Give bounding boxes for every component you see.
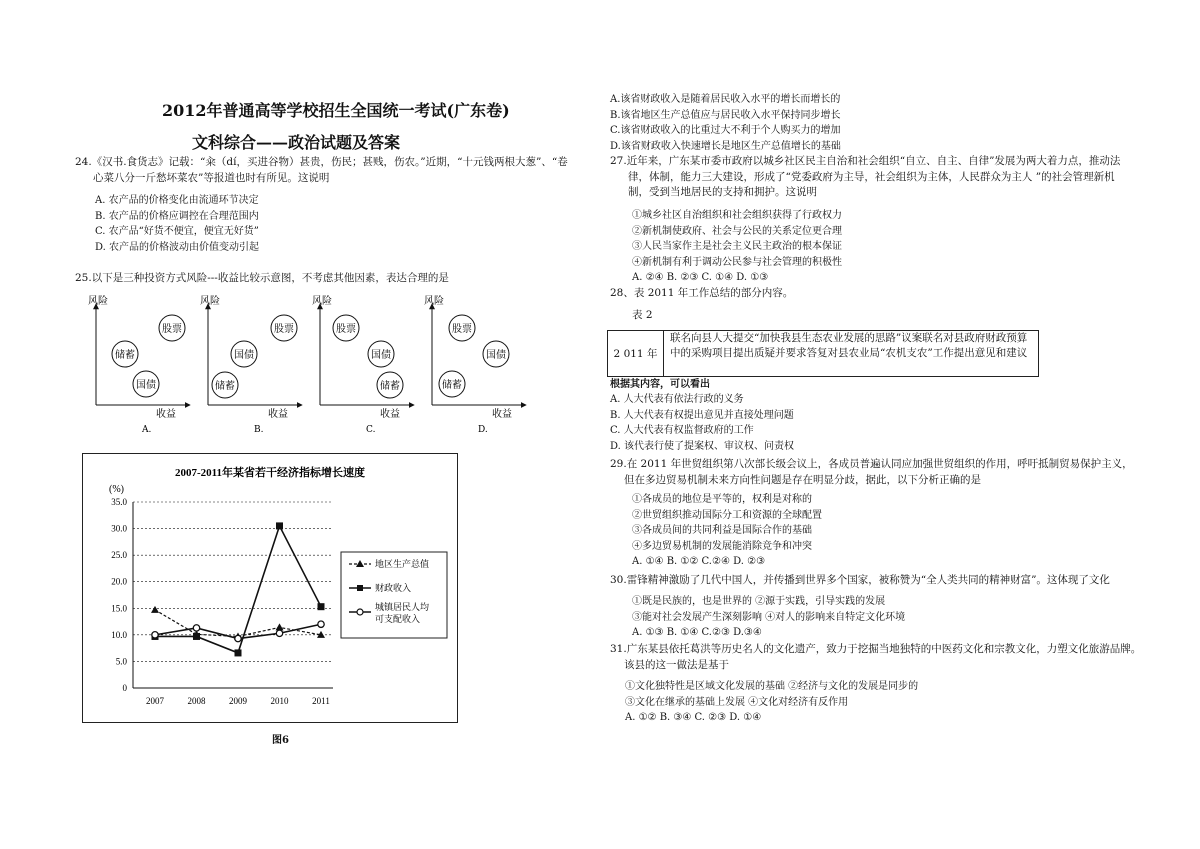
q27-item: ③人民当家作主是社会主义民主政治的根本保证 [632, 241, 842, 252]
investment-label: 国债 [486, 350, 506, 361]
q29-items [632, 492, 822, 570]
q29-line: 但在多边贸易机制未来方向性问题是存在明显分歧，据此，以下分析正确的是 [624, 473, 981, 486]
question-27 [610, 154, 1120, 201]
data-point [235, 649, 242, 656]
investment-label: 股票 [162, 324, 182, 335]
chart-title: 2007-2011年某省若干经济指标增长速度 [174, 467, 366, 479]
summary-table [607, 330, 1039, 377]
table-year-cell: 2 011 年 [608, 331, 664, 376]
figure-caption: 图6 [272, 735, 289, 746]
x-tick-label: 2007 [146, 696, 164, 706]
y-tick-label: 35.0 [111, 497, 127, 507]
risk-return-panel-d [424, 294, 526, 435]
q24-option-d: D. 农产品的价格波动由价值变动引起 [95, 241, 260, 253]
q24-line: 24.《汉书.食货志》记载：“籴（dí，买进谷物）甚贵，伤民；甚贱，伤农。”近期，“十元钱两根大葱”、“卷 [75, 156, 568, 168]
q29-answers: A. ①④ B. ①② C.②④ D. ②③ [632, 556, 766, 567]
investment-label: 储蓄 [115, 350, 135, 361]
q26-options [610, 92, 841, 154]
x-tick-label: 2009 [229, 696, 247, 706]
investment-label: 股票 [336, 324, 356, 335]
investment-label: 国债 [234, 350, 254, 361]
x-tick-label: 2010 [270, 696, 289, 706]
q27-item: ④新机制有利于调动公民参与社会管理的积极性 [632, 256, 842, 268]
data-point [152, 632, 158, 638]
q28-option-c: C. 人大代表有权监督政府的工作 [610, 425, 754, 436]
q27-item: ①城乡社区自治组织和社会组织获得了行政权力 [632, 210, 842, 221]
table-content-cell: 联名向县人大提交“加快我县生态农业发展的思路”议案联名对县政府财政预算中的采购项目提出质疑并要求答复对县农业局“农机支农”工作提出意见和建议 [670, 332, 1028, 359]
axis-label-risk: 风险 [88, 296, 108, 307]
line-chart [83, 454, 457, 722]
q26-option-c: C.该省财政收入的比重过大不利于个人购买力的增加 [610, 125, 841, 136]
q31-items [625, 679, 918, 726]
legend-series-2: 财政收入 [375, 583, 412, 593]
data-point [235, 635, 241, 641]
data-point [318, 621, 324, 627]
investment-label: 储蓄 [380, 381, 400, 392]
y-tick-label: 25.0 [111, 550, 127, 561]
q24-option-c: C. 农产品“好货不便宜，便宜无好货” [95, 226, 259, 237]
table-label: 表 2 [632, 309, 653, 321]
axis-label-return: 收益 [492, 409, 512, 420]
q27-line: 27.近年来，广东某市委市政府以城乡社区民主自治和社会组织“自立、自主、自律”发展为两大着力点，推动法 [610, 155, 1121, 167]
q29-item: ②世贸组织推动国际分工和资源的全球配置 [632, 509, 822, 521]
axis-label-risk: 风险 [424, 296, 444, 307]
page-subtitle: 文科综合——政治试题及答案 [192, 133, 401, 152]
q27-items [632, 208, 842, 286]
investment-label: 股票 [452, 324, 472, 335]
q30-answers: A. ①③ B. ①④ C.②③ D.③④ [632, 627, 762, 638]
data-point [276, 522, 283, 529]
q31-items-line: ①文化独特性是区域文化发展的基础 ②经济与文化的发展是同步的 [625, 681, 919, 692]
panel-label: C. [366, 425, 376, 435]
data-point [318, 603, 325, 610]
page-title: 2012年普通高等学校招生全国统一考试(广东卷) [162, 101, 510, 120]
x-tick-label: 2011 [312, 696, 330, 706]
panel-label: B. [254, 425, 264, 435]
panel-label: A. [142, 425, 152, 435]
question-29 [610, 457, 1133, 488]
q31-line: 该县的这一做法是基于 [624, 658, 729, 671]
investment-label: 储蓄 [442, 380, 462, 391]
axis-label-return: 收益 [156, 409, 176, 420]
axis-label-return: 收益 [380, 409, 400, 420]
q30-items-line: ①既是民族的，也是世界的 ②源于实践，引导实践的发展 [632, 596, 886, 607]
q28-option-d: D. 该代表行使了提案权、审议权、问责权 [610, 440, 795, 452]
y-tick-label: 15.0 [111, 603, 127, 614]
q27-line: 律，体制，能力三大建设，形成了“党委政府为主导，社会组织为主体，人民群众为主人 ”的社会管理新机 [628, 170, 1115, 183]
risk-return-panel-b [200, 294, 302, 435]
axis-label-risk: 风险 [312, 296, 332, 307]
legend-series-3: 城镇居民人均 [375, 602, 430, 612]
investment-label: 储蓄 [215, 381, 235, 392]
q27-answers: A. ②④ B. ②③ C. ①④ D. ①③ [632, 272, 769, 283]
q28-stem: 28、表 2011 年工作总结的部分内容。 [610, 287, 794, 299]
q28-lead: 根据其内容，可以看出 [610, 379, 710, 390]
q28-option-a: A. 人大代表有依法行政的义务 [610, 394, 744, 405]
q29-line: 29.在 2011 年世贸组织第八次部长级会议上，各成员普遍认同应加强世贸组织的作用，呼吁抵制贸易保护主义， [610, 458, 1133, 470]
legend-series-3b: 可支配收入 [375, 614, 421, 624]
q30-stem: 30.雷锋精神激励了几代中国人，并传播到世界多个国家，被称赞为“全人类共同的精神财富”。这体现了文化 [610, 574, 1110, 586]
q24-line: 心菜八分一斤愁坏菜农”等报道也时有所见。这说明 [93, 171, 330, 184]
q24-option-b: B. 农产品的价格应调控在合理范围内 [95, 210, 259, 222]
q29-item: ③各成员间的共同利益是国际合作的基础 [632, 525, 812, 536]
q29-item: ①各成员的地位是平等的，权利是对称的 [632, 494, 812, 505]
q31-items-line: ③文化在继承的基础上发展 ④文化对经济有反作用 [625, 696, 849, 708]
q27-item: ②新机制使政府、社会与公民的关系定位更合理 [632, 225, 842, 237]
axis-label-return: 收益 [268, 409, 288, 420]
q28-option-b: B. 人大代表有权提出意见并直接处理问题 [610, 409, 794, 421]
data-point [193, 625, 199, 631]
risk-return-panel-a [88, 294, 190, 435]
investment-label: 国债 [371, 350, 391, 361]
q28-options [610, 392, 794, 454]
y-tick-label: 30.0 [111, 523, 127, 534]
q30-items [632, 594, 905, 641]
investment-label: 股票 [274, 324, 294, 335]
risk-return-panel-c [312, 294, 414, 435]
q26-option-d: D.该省财政收入快速增长是地区生产总值增长的基础 [610, 140, 841, 152]
data-point [276, 623, 284, 630]
q25-diagrams [80, 290, 550, 440]
series-1 [151, 606, 325, 640]
q24-options [95, 193, 259, 255]
q26-option-b: B.该省地区生产总值应与居民收入水平保持同步增长 [610, 109, 841, 121]
question-24 [75, 155, 568, 186]
legend-series-1: 地区生产总值 [375, 559, 430, 569]
data-point [151, 606, 159, 613]
axis-label-risk: 风险 [200, 296, 220, 307]
panel-label: D. [478, 425, 488, 435]
x-tick-label: 2008 [187, 696, 206, 706]
y-tick-label: 20.0 [111, 576, 127, 587]
data-point [193, 633, 200, 640]
investment-label: 国债 [136, 380, 156, 391]
q25-stem: 25.以下是三种投资方式风险---收益比较示意图，不考虑其他因素，表达合理的是 [75, 272, 449, 284]
data-point [276, 630, 282, 636]
question-31 [610, 642, 1141, 673]
y-tick-label: 0 [122, 683, 127, 693]
chart-ylabel: (%) [109, 484, 124, 495]
chart-frame [82, 453, 458, 723]
q31-line: 31.广东某县依托葛洪等历史名人的文化遗产，致力于挖掘当地独特的中医药文化和宗教文化，力塑文化旅游品牌。 [610, 643, 1142, 655]
q26-option-a: A.该省财政收入是随着居民收入水平的增长而增长的 [610, 94, 841, 105]
q31-answers: A. ①② B. ③④ C. ②③ D. ①④ [625, 712, 762, 723]
y-tick-label: 5.0 [115, 656, 127, 667]
q30-items-line: ③能对社会发展产生深刻影响 ④对人的影响来自特定文化环境 [632, 611, 906, 623]
q24-option-a: A. 农产品的价格变化由流通环节决定 [95, 195, 259, 206]
q29-item: ④多边贸易机制的发展能消除竞争和冲突 [632, 540, 812, 552]
y-tick-label: 10.0 [111, 629, 127, 640]
q27-line: 制，受到当地居民的支持和拥护。这说明 [628, 186, 817, 198]
